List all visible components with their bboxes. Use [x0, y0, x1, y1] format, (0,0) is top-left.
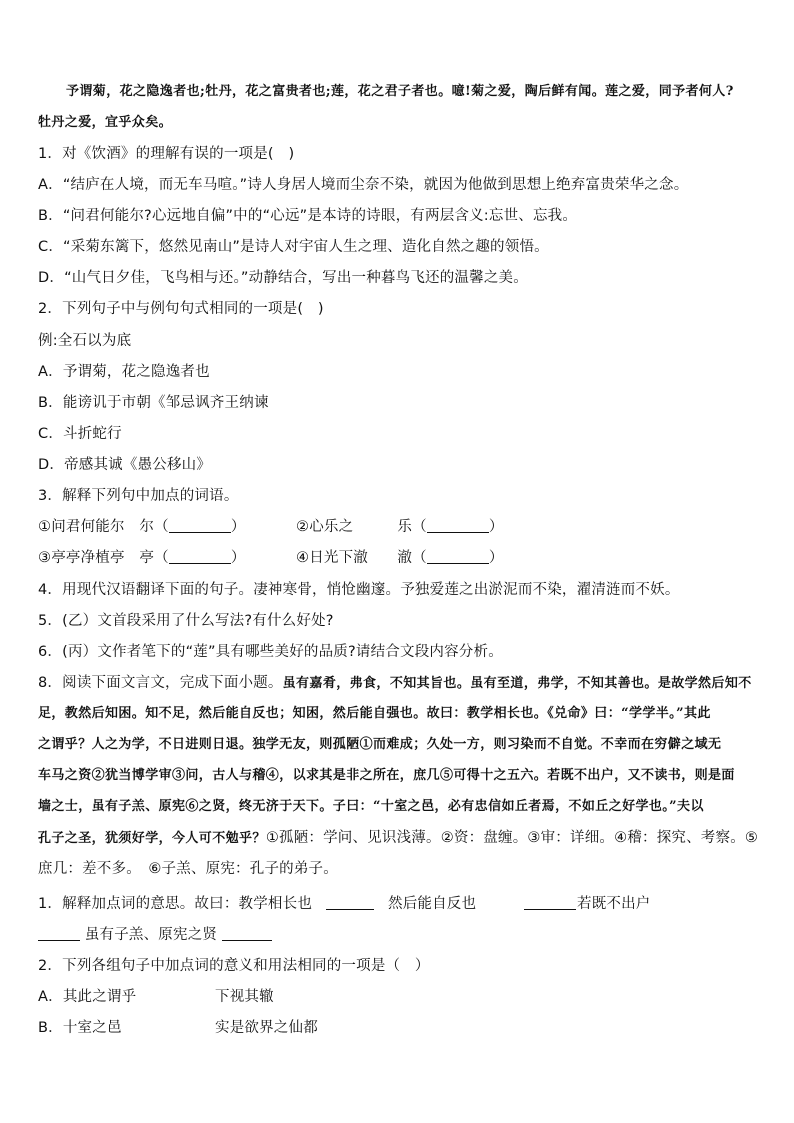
- q3-item-4: ④日光下澈 澈（ ）: [296, 550, 504, 566]
- passage-line-1: 予谓菊，花之隐逸者也;牡丹，花之富贵者也;莲，花之君子者也。噫!菊之爱，陶后鲜有闻。莲之爱，同予者何人?: [66, 84, 734, 99]
- passage-line-2: 牡丹之爱，宜乎众矣。: [38, 115, 173, 130]
- answer-blank[interactable]: [169, 549, 231, 564]
- q8-footnotes: ①孤陋：学问、见识浅薄。②资：盘缠。③审：详细。④稽：探究、考察。⑤: [265, 830, 759, 846]
- q4-stem: 4．用现代汉语翻译下面的句子。凄神寒骨，悄怆幽邃。予独爱莲之出淤泥而不染，濯清涟而不妖。: [38, 582, 680, 598]
- q8-passage-line-4: 车马之资②犹当博学审③问，古人与稽④，以求其是非之所在，庶几⑤可得十之五六。若既不出户，又不读书，则是面: [38, 768, 735, 783]
- q8-passage-line-6: [38, 828, 758, 849]
- q3-stem: 3．解释下列句中加点的词语。: [38, 488, 239, 504]
- q2-option-d: D．帝感其诚《愚公移山》: [38, 457, 212, 473]
- q2-example: 例:全石以为底: [38, 333, 132, 349]
- answer-blank[interactable]: [427, 518, 489, 533]
- q8-footnotes-line-2: 庶几：差不多。 ⑥子羔、原宪：孔子的弟子。: [38, 861, 338, 877]
- q3-row-1: [38, 517, 504, 537]
- q1-option-c: C．“采菊东篱下，悠然见南山”是诗人对宇宙人生之理、造化自然之趣的领悟。: [38, 239, 549, 255]
- q8-passage-line-5: 墙之士，虽有子羔、原宪⑥之贤，终无济于天下。子曰：“十室之邑，必有忠信如丘者焉，不如丘之好学也。”夫以: [38, 799, 704, 814]
- q8-sub1-line-2: [38, 925, 272, 945]
- q8-sub2-stem: 2．下列各组句子中加点词的意义和用法相同的一项是（ ）: [38, 958, 430, 974]
- answer-blank[interactable]: [222, 926, 272, 941]
- answer-blank[interactable]: [38, 926, 80, 941]
- q1-option-b: B．“问君何能尔?心远地自偏”中的“心远”是本诗的诗眼，有两层含义:忘世、忘我。: [38, 208, 578, 224]
- q3-item-3: ③亭亭净植亭 亭（ ）: [38, 550, 246, 566]
- q8-intro: 8．阅读下面文言文，完成下面小题。: [38, 675, 283, 691]
- q2-stem: 2．下列句子中与例句句式相同的一项是( ): [38, 301, 324, 317]
- q2-option-b: B．能谤讥于市朝《邹忌讽齐王纳谏: [38, 395, 269, 411]
- q8-line-1: [38, 673, 752, 694]
- q8-passage-text: 虽有嘉肴，弗食，不知其旨也。虽有至道，弗学，不知其善也。是故学然后知不: [282, 676, 752, 691]
- answer-blank[interactable]: [169, 518, 231, 533]
- q3-item-1: ①问君何能尔 尔（ ）: [38, 519, 246, 535]
- q1-option-d: D．“山气日夕佳，飞鸟相与还。”动静结合，写出一种暮鸟飞还的温馨之美。: [38, 270, 528, 286]
- q8-sub1-stem: 1．解释加点词的意思。故曰：教学相长也: [38, 896, 313, 912]
- q8-passage-line-2: 足，教然后知困。知不足，然后能自反也；知困，然后能自强也。故曰：教学相长也。《兑命》曰：“学学半。”其此: [38, 706, 711, 721]
- answer-blank[interactable]: [326, 894, 374, 914]
- q3-item-2: ②心乐之 乐（ ）: [296, 519, 504, 535]
- q8-sub1-item-c: 若既不出户: [577, 896, 651, 912]
- q8-sub2-option-b: B．十室之邑 实是欲界之仙都: [38, 1020, 318, 1036]
- q8-sub1-item-b: 然后能自反也: [388, 896, 477, 912]
- q1-option-a: A．“结庐在人境，而无车马喧。”诗人身居人境而尘奈不染，就因为他做到思想上绝弃富贵荣华之念。: [38, 177, 689, 193]
- q8-passage-end: 孔子之圣，犹须好学，今人可不勉乎？: [38, 831, 266, 846]
- q8-sub2-option-a: A．其此之谓乎 下视其辙: [38, 989, 274, 1005]
- q8-sub1-line-1: [38, 894, 651, 914]
- q8-passage-line-3: 之谓乎？人之为学，不日进则日退。独学无友，则孤陋①而难成；久处一方，则习染而不自觉。不幸而在穷僻之域无: [38, 737, 722, 752]
- q2-option-c: C．斗折蛇行: [38, 426, 122, 442]
- q3-row-2: [38, 548, 504, 568]
- q6-stem: 6．(丙）文作者笔下的“莲”具有哪些美好的品质?请结合文段内容分析。: [38, 644, 503, 660]
- q1-stem: 1．对《饮酒》的理解有误的一项是( ): [38, 146, 295, 162]
- answer-blank[interactable]: [427, 549, 489, 564]
- q5-stem: 5．(乙）文首段采用了什么写法?有什么好处?: [38, 613, 334, 629]
- q8-sub1-item-d: 虽有子羔、原宪之贤: [84, 927, 218, 943]
- answer-blank[interactable]: [524, 894, 576, 914]
- q2-option-a: A．予谓菊，花之隐逸者也: [38, 364, 210, 380]
